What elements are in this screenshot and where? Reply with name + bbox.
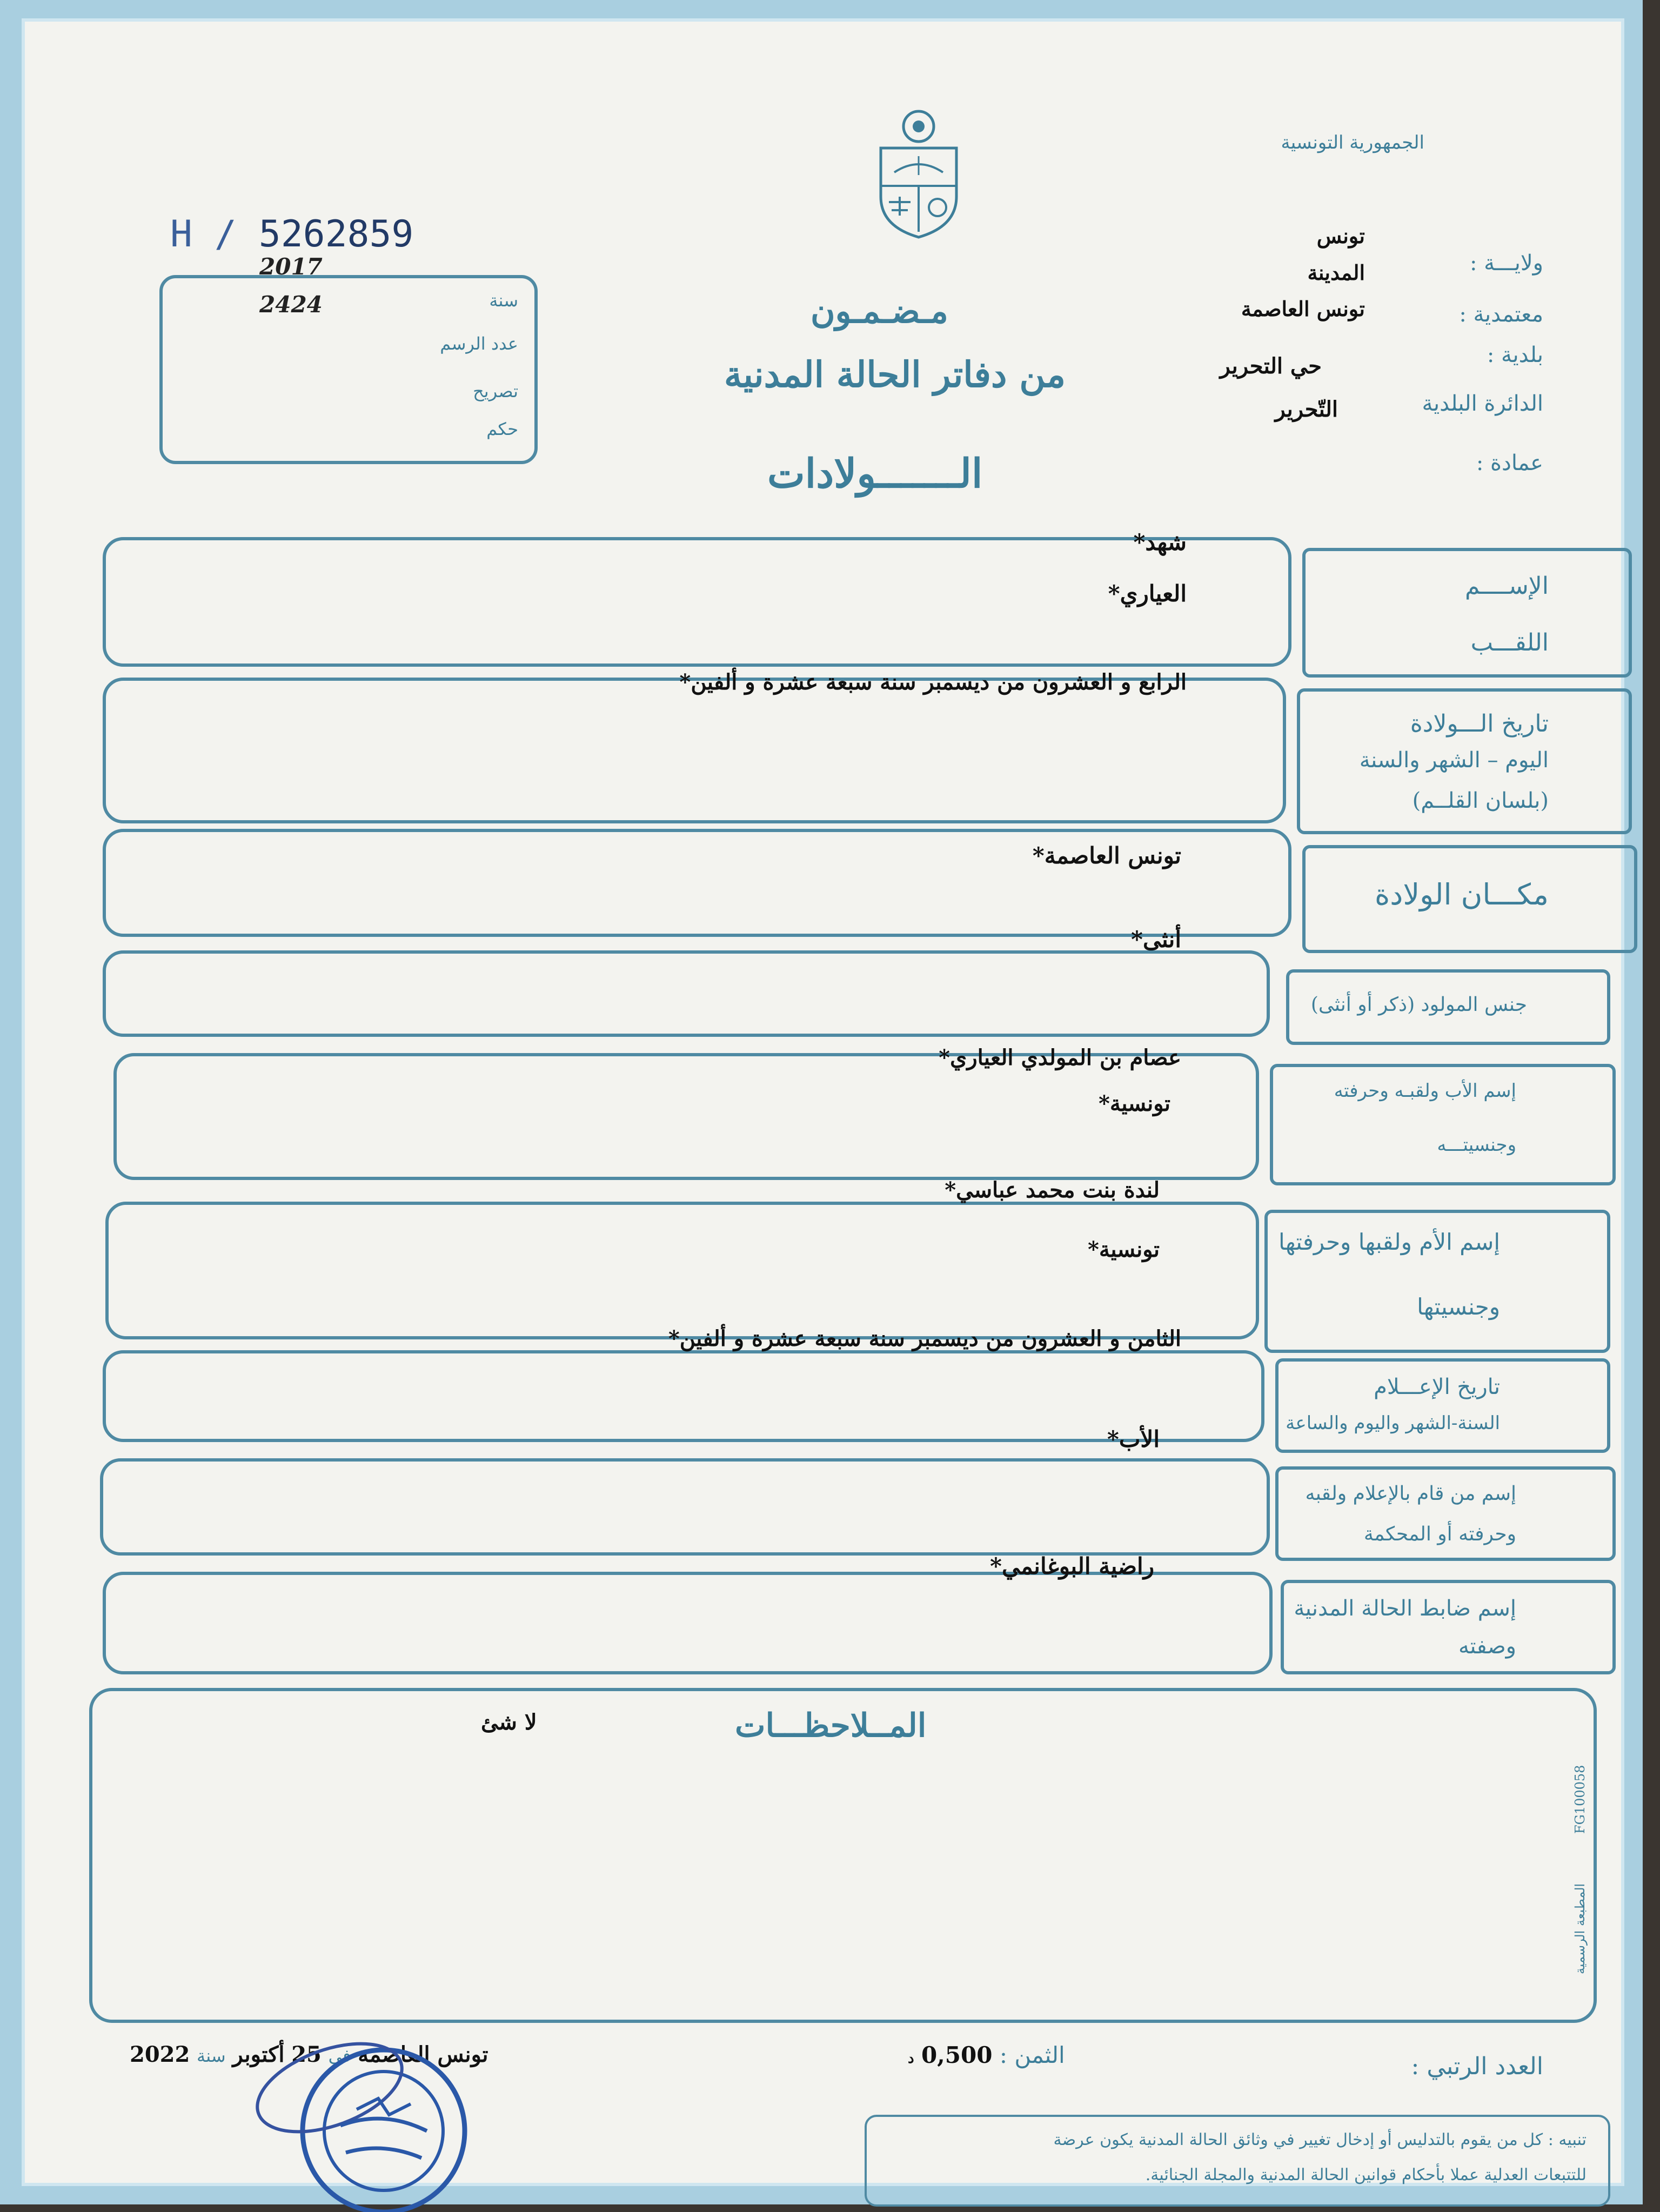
label-mother: إسم الأم ولقبها وحرفتها — [1279, 1229, 1500, 1255]
value-mother-nationality: تونسية* — [1087, 1237, 1160, 1262]
registration-box — [159, 275, 538, 464]
label-mother-nationality: وجنسيتها — [1417, 1293, 1500, 1320]
sex-value-box — [103, 950, 1270, 1037]
label-birthdate: تاريخ الـــولادة — [1410, 710, 1549, 738]
label-officer: إسم ضابط الحالة المدنية — [1294, 1596, 1516, 1621]
section-title-births: الـــــــولادات — [767, 451, 983, 497]
value-last-name: العياري* — [1108, 580, 1187, 607]
record-number-value: 2424 — [259, 291, 323, 318]
declarant-value-box — [100, 1458, 1270, 1556]
value-birthdate: الرابع و العشرون من ديسمبر سنة سبعة عشرة و ألفين* — [679, 669, 1187, 695]
daira-label: الدائرة البلدية — [1422, 391, 1543, 416]
title-line1: مـضـمـون — [811, 291, 948, 331]
notice-line1: تنبيه : كل من يقوم بالتدليس أو إدخال تغيير في وثائق الحالة المدنية يكون عرضة — [1053, 2130, 1587, 2149]
label-declaration-date: تاريخ الإعـــلام — [1374, 1375, 1500, 1399]
price-unit: د — [908, 2050, 914, 2067]
mother-value-box — [105, 1202, 1259, 1339]
value-declarant: الأب* — [1107, 1426, 1160, 1452]
baladia-label: بلدية : — [1487, 343, 1543, 367]
value-officer: راضية البوغانمي* — [990, 1553, 1154, 1579]
notice-line2: للتتبعات العدلية عملا بأحكام قوانين الحالة المدنية والمجلة الجنائية. — [1145, 2166, 1587, 2184]
price-value: 0,500 — [921, 2042, 993, 2068]
official-stamp — [249, 2028, 519, 2212]
price-label: الثمن : — [999, 2042, 1065, 2068]
declaration-date-label-box — [1275, 1358, 1610, 1453]
footer-year: 2022 — [130, 2042, 190, 2067]
label-father-nationality: وجنسيتـــه — [1437, 1134, 1516, 1156]
serial-prefix: H / — [170, 213, 237, 256]
year-value: 2017 — [259, 253, 323, 280]
wilaya-label: ولايـــة : — [1469, 251, 1543, 276]
value-sex: أنثى* — [1130, 926, 1181, 953]
value-father-nationality: تونسية* — [1098, 1091, 1170, 1116]
coat-of-arms-emblem — [865, 105, 973, 240]
box-hokm-label: حكم — [486, 419, 518, 439]
label-last-name: اللقـــب — [1470, 629, 1549, 656]
motamadia-label: معتمدية : — [1459, 302, 1543, 327]
value-declaration-date: الثامن و العشرون من ديسمبر سنة سبعة عشرة و ألفين* — [668, 1326, 1181, 1351]
footer-fi-label: في — [328, 2046, 351, 2066]
footer-place: تونس العاصمة — [358, 2042, 488, 2067]
title-line2: من دفاتر الحالة المدنية — [724, 353, 1066, 396]
label-first-name: الإســــم — [1464, 572, 1549, 600]
notice-box — [865, 2115, 1610, 2207]
box-adad-rasm-label: عدد الرسم — [440, 333, 518, 354]
box-tasrih-label: تصريح — [473, 381, 518, 401]
serial-number: 5262859 — [258, 213, 414, 256]
footer-sana-label: سنة — [197, 2046, 226, 2066]
name-label-box — [1302, 548, 1632, 678]
printer-code: FG100058 — [1572, 1765, 1588, 1834]
printer-mark: المطبعة الرسمية — [1572, 1883, 1588, 1974]
label-declaration-date-format: السنة-الشهر واليوم والساعة — [1286, 1412, 1500, 1434]
notes-title: المــلاحظـــات — [735, 1707, 927, 1745]
officer-label-box — [1281, 1580, 1616, 1674]
box-sana-label: سنة — [489, 290, 518, 311]
republic-label: الجمهورية التونسية — [1281, 132, 1424, 153]
label-declarant-profession: وحرفته أو المحكمة — [1363, 1523, 1516, 1545]
declarant-label-box — [1275, 1466, 1616, 1561]
label-birthdate-words: (بلسان القلــم) — [1412, 788, 1549, 813]
value-first-name: شهد* — [1133, 529, 1187, 555]
declaration-date-value-box — [103, 1350, 1264, 1442]
omada-label: عمادة : — [1476, 451, 1543, 475]
daira-value: حي التحرير — [1220, 353, 1322, 379]
wilaya-value: تونس — [1316, 224, 1365, 248]
label-sex: جنس المولود (ذكر أو أنثى) — [1310, 994, 1527, 1016]
label-officer-role: وصفته — [1458, 1634, 1516, 1659]
father-value-box — [113, 1053, 1259, 1180]
officer-value-box — [103, 1572, 1273, 1674]
label-birthdate-format: اليوم – الشهر والسنة — [1359, 748, 1549, 773]
omada-value: التّحرير — [1275, 397, 1338, 422]
value-father: عصام بن المولدي العياري* — [939, 1045, 1181, 1070]
motamadia-value: المدينة — [1307, 260, 1365, 285]
footer-day: 25 — [291, 2042, 322, 2067]
birthdate-value-box — [103, 678, 1286, 823]
ordinal-number-label: العدد الرتبي : — [1411, 2053, 1543, 2080]
footer-month: أكتوبر — [232, 2042, 285, 2067]
baladia-value: تونس العاصمة — [1241, 297, 1365, 321]
label-birthplace: مكـــان الولادة — [1375, 877, 1549, 911]
label-father: إسم الأب ولقبـه وحرفته — [1334, 1080, 1516, 1102]
value-birthplace: تونس العاصمة* — [1032, 842, 1181, 869]
label-declarant: إسم من قام بالإعلام ولقبه — [1305, 1483, 1516, 1505]
value-mother: لندة بنت محمد عباسي* — [945, 1177, 1160, 1203]
notes-value: لا شئ — [481, 1710, 537, 1735]
